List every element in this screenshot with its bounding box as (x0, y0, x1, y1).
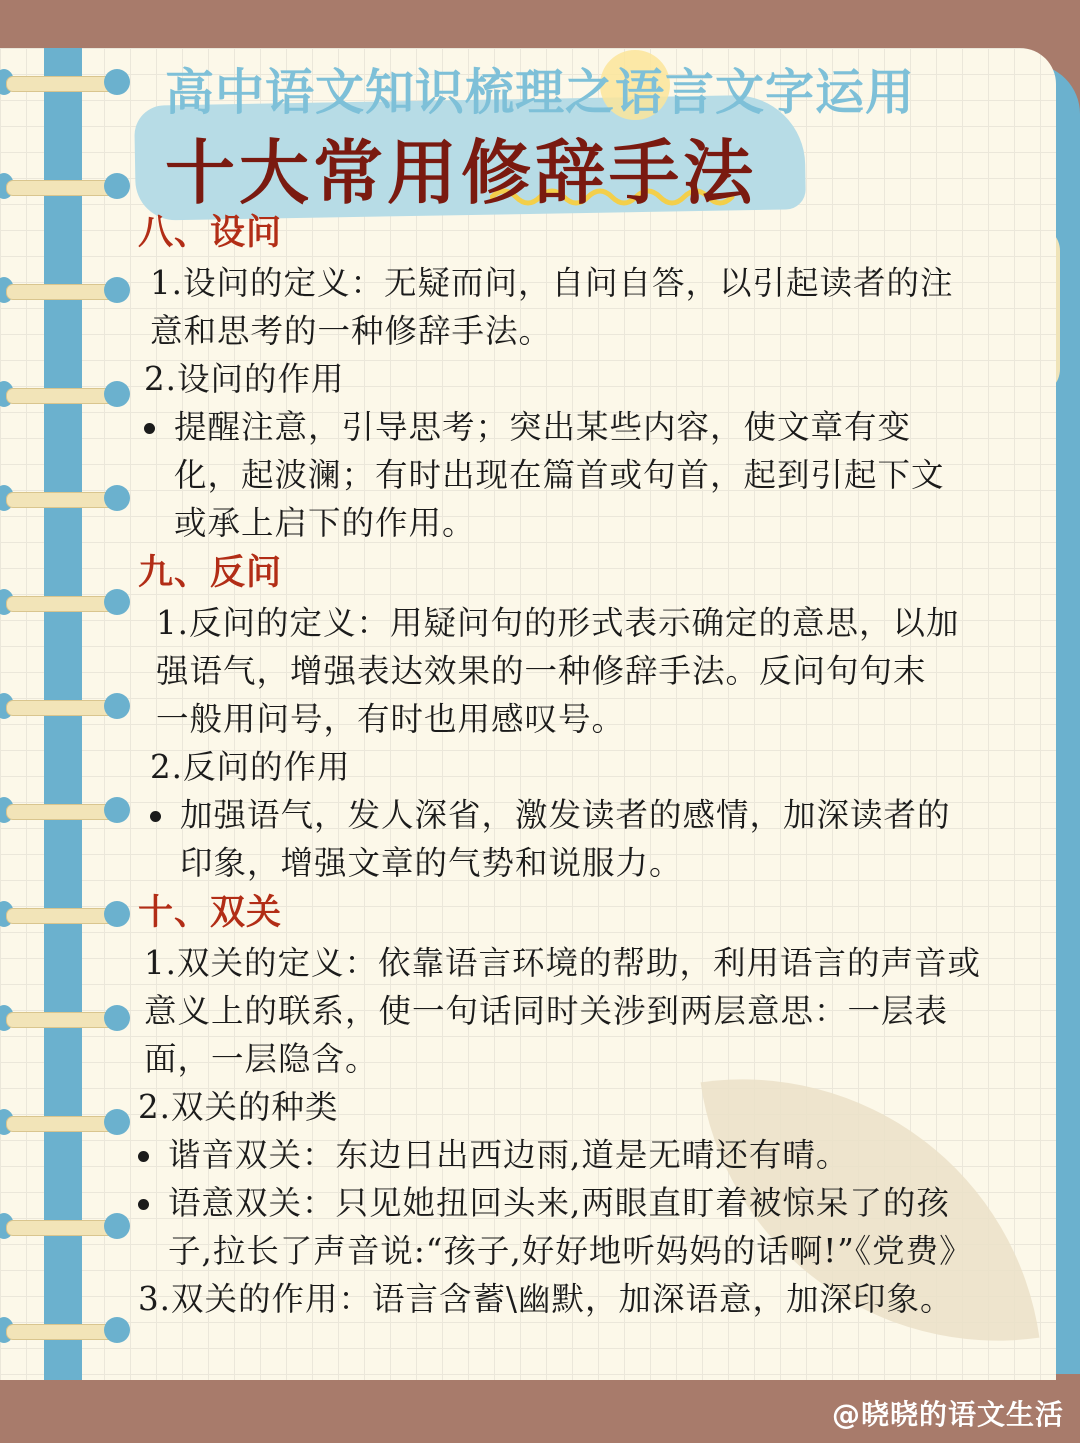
kind-semantic (132, 1179, 1008, 1275)
binding-ring (0, 898, 132, 932)
page-title: 十大常用修辞手法 (165, 131, 757, 214)
text-line: 一般用问号，有时也用感叹号。 (156, 700, 626, 738)
definition-shuangguan (138, 939, 1008, 1083)
binding-ring (0, 1210, 132, 1244)
text-line: 子,拉长了声音说:“孩子,好好地听妈妈的话啊!”《党费》 (168, 1232, 973, 1270)
binding-ring (0, 482, 132, 516)
role-label-shewen: 2.设问的作用 (144, 360, 345, 398)
section-heading-shuangguan: 十、双关 (138, 893, 283, 933)
text-line: 意和思考的一种修辞手法。 (150, 312, 553, 350)
text-line: 提醒注意，引导思考；突出某些内容，使文章有变 (174, 408, 912, 446)
binding-ring (0, 1314, 132, 1348)
text-line: 面，一层隐含。 (144, 1040, 379, 1078)
text-line: 语意双关：只见她扭回头来,两眼直盯着被惊呆了的孩 (168, 1184, 950, 1222)
text-line: 1.设问的定义：无疑而问，自问自答，以引起读者的注 (150, 264, 954, 302)
role-bullet-shewen (138, 403, 1008, 547)
binding-ring (0, 66, 132, 100)
text-line: 1.双关的定义：依靠语言环境的帮助，利用语言的声音或 (144, 944, 982, 982)
section-heading-shewen: 八、设问 (138, 213, 283, 253)
text-line: 加强语气，发人深省，激发读者的感情，加深读者的 (180, 796, 951, 834)
text-line: 意义上的联系，使一句话同时关涉到两层意思：一层表 (144, 992, 949, 1030)
role-label-fanwen: 2.反问的作用 (150, 748, 351, 786)
notes-content (138, 207, 1008, 1323)
text-line: 或承上启下的作用。 (174, 504, 476, 542)
page-subtitle: 高中语文知识梳理之语言文字运用 (165, 64, 916, 121)
kind-homophonic: 谐音双关：东边日出西边雨,道是无晴还有晴。 (132, 1131, 1008, 1179)
binding-ring (0, 378, 132, 412)
binding-ring (0, 274, 132, 308)
binding-ring (0, 794, 132, 828)
definition-shewen (144, 259, 1008, 355)
author-watermark: @晓晓的语文生活 (831, 1398, 1064, 1431)
binding-ring (0, 586, 132, 620)
role-shuangguan: 3.双关的作用：语言含蓄\幽默，加深语意，加深印象。 (138, 1280, 954, 1318)
binding-ring (0, 690, 132, 724)
text-line: 化，起波澜；有时出现在篇首或句首，起到引起下文 (174, 456, 945, 494)
section-heading-fanwen: 九、反问 (138, 553, 283, 593)
role-bullet-fanwen (144, 791, 1008, 887)
definition-fanwen (150, 599, 1008, 743)
text-line: 印象，增强文章的气势和说服力。 (180, 844, 683, 882)
binding-ring (0, 1002, 132, 1036)
binding-ring (0, 1106, 132, 1140)
text-line: 1.反问的定义：用疑问句的形式表示确定的意思，以加 (156, 604, 960, 642)
kinds-label-shuangguan: 2.双关的种类 (138, 1088, 339, 1126)
binding-ring (0, 170, 132, 204)
text-line: 强语气，增强表达效果的一种修辞手法。反问句句末 (156, 652, 927, 690)
